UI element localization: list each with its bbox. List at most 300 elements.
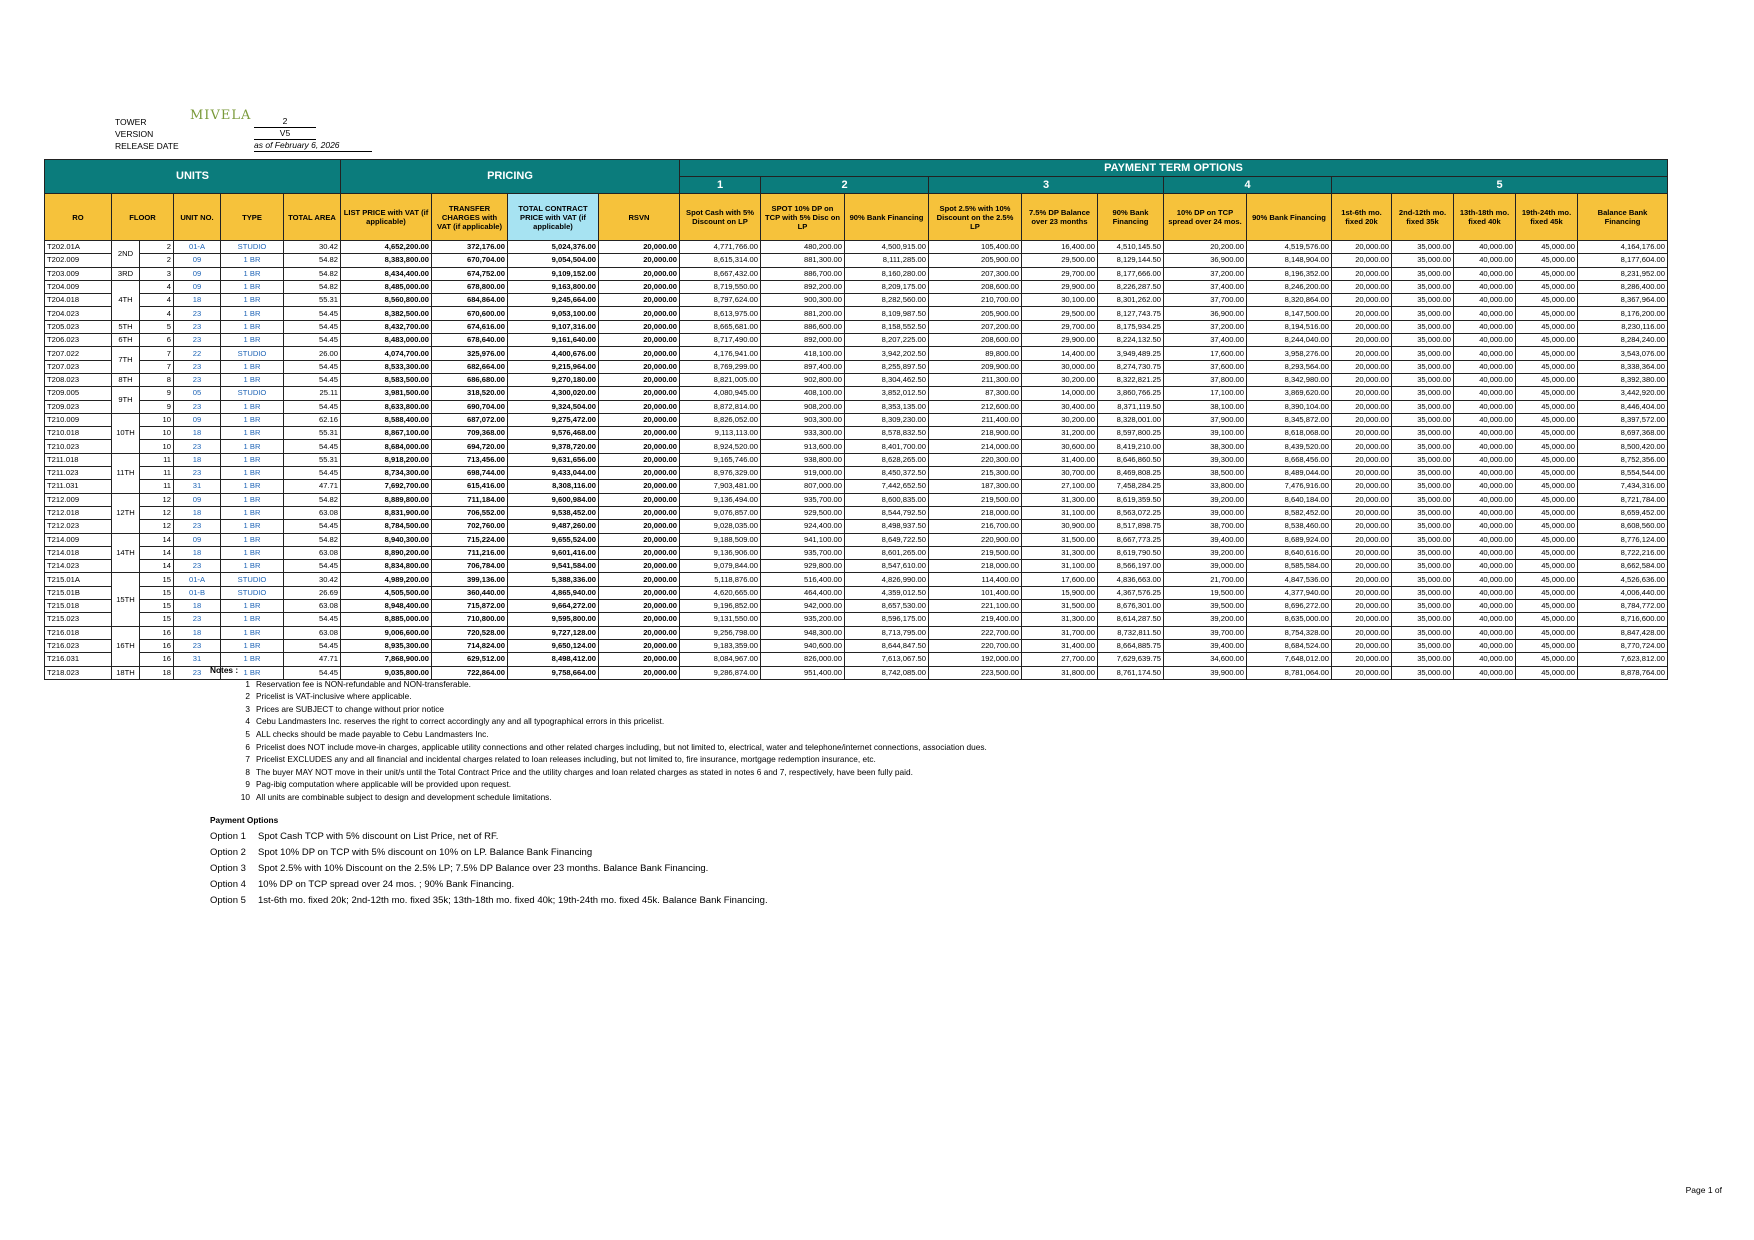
cell: 45,000.00 xyxy=(1516,334,1578,347)
cell: 4,164,176.00 xyxy=(1578,241,1668,254)
cell: 8,286,400.00 xyxy=(1578,280,1668,293)
cell: 20,000.00 xyxy=(1332,639,1392,652)
cell: 20,000.00 xyxy=(599,280,680,293)
cell: 221,100.00 xyxy=(929,600,1022,613)
cell: 20,200.00 xyxy=(1164,241,1247,254)
cell: 7 xyxy=(140,360,174,373)
cell: 8,754,328.00 xyxy=(1247,626,1332,639)
cell: 8,784,772.00 xyxy=(1578,600,1668,613)
cell: 20,000.00 xyxy=(599,413,680,426)
cell: 35,000.00 xyxy=(1392,320,1454,333)
table-row xyxy=(45,560,1668,573)
cell: 8,784,500.00 xyxy=(341,520,432,533)
cell: 54.82 xyxy=(284,493,341,506)
table-row xyxy=(45,347,1668,360)
cell: 31,400.00 xyxy=(1022,453,1098,466)
cell: 8,160,280.00 xyxy=(845,267,929,280)
cell: 30.42 xyxy=(284,241,341,254)
cell: 3,981,500.00 xyxy=(341,387,432,400)
cell: 208,600.00 xyxy=(929,280,1022,293)
cell: 4,519,576.00 xyxy=(1247,241,1332,254)
cell: 54.45 xyxy=(284,334,341,347)
cell: 211,400.00 xyxy=(929,413,1022,426)
cell: 40,000.00 xyxy=(1454,467,1516,480)
cell: 8,158,552.50 xyxy=(845,320,929,333)
col-opt5-m2-12: 2nd-12th mo. fixed 35k xyxy=(1392,194,1454,241)
cell: 6 xyxy=(140,334,174,347)
cell: 45,000.00 xyxy=(1516,600,1578,613)
cell: 8,469,808.25 xyxy=(1098,467,1164,480)
cell: 31,100.00 xyxy=(1022,506,1098,519)
cell: 101,400.00 xyxy=(929,586,1022,599)
cell: 8,320,864.00 xyxy=(1247,294,1332,307)
cell: 01-A xyxy=(174,573,221,586)
cell: 8,390,104.00 xyxy=(1247,400,1332,413)
cell: 8,196,352.00 xyxy=(1247,267,1332,280)
cell: 325,976.00 xyxy=(432,347,508,360)
cell: 54.45 xyxy=(284,400,341,413)
cell: T214.023 xyxy=(45,560,112,573)
note-item: 6 Pricelist does NOT include move-in charges, applicable utility connections and other related charges including, but not limited to, electrical, water and telephone/internet connections, association dues. xyxy=(245,741,987,752)
cell: 1 BR xyxy=(221,520,284,533)
cell: 1 BR xyxy=(221,600,284,613)
cell: 8,566,197.00 xyxy=(1098,560,1164,573)
cell: 20,000.00 xyxy=(1332,600,1392,613)
cell: 20,000.00 xyxy=(1332,254,1392,267)
cell: 23 xyxy=(174,467,221,480)
cell: T202.009 xyxy=(45,254,112,267)
floor-label: 4TH xyxy=(112,280,140,320)
col-transfer-charges: TRANSFER CHARGES with VAT (if applicable) xyxy=(432,194,508,241)
cell: 35,000.00 xyxy=(1392,453,1454,466)
cell: 20,000.00 xyxy=(599,453,680,466)
cell: 8,834,800.00 xyxy=(341,560,432,573)
cell: 9,215,964.00 xyxy=(508,360,599,373)
cell: T210.018 xyxy=(45,427,112,440)
col-opt5-balance-bank: Balance Bank Financing xyxy=(1578,194,1668,241)
cell: 31,100.00 xyxy=(1022,560,1098,573)
cell: 1 BR xyxy=(221,560,284,573)
note-item: 9 Pag-ibig computation where applicable will be provided upon request. xyxy=(245,779,512,790)
cell: 39,000.00 xyxy=(1164,506,1247,519)
cell: 4,500,915.00 xyxy=(845,241,929,254)
cell: 54.45 xyxy=(284,440,341,453)
cell: 220,900.00 xyxy=(929,533,1022,546)
cell: 20,000.00 xyxy=(1332,387,1392,400)
cell: 8,890,200.00 xyxy=(341,546,432,559)
cell: 881,200.00 xyxy=(761,307,845,320)
cell: 45,000.00 xyxy=(1516,360,1578,373)
note-item: 3 Prices are SUBJECT to change without prior notice xyxy=(245,703,444,714)
cell: T207.022 xyxy=(45,347,112,360)
cell: 20,000.00 xyxy=(1332,347,1392,360)
cell: 9,109,152.00 xyxy=(508,267,599,280)
cell: 8,633,800.00 xyxy=(341,400,432,413)
cell: 9,595,800.00 xyxy=(508,613,599,626)
cell: 35,000.00 xyxy=(1392,666,1454,679)
cell: 8,231,952.00 xyxy=(1578,267,1668,280)
cell: 8,640,616.00 xyxy=(1247,546,1332,559)
cell: 8,776,124.00 xyxy=(1578,533,1668,546)
cell: 682,664.00 xyxy=(432,360,508,373)
cell: 45,000.00 xyxy=(1516,533,1578,546)
cell: T216.023 xyxy=(45,639,112,652)
cell: 9,600,984.00 xyxy=(508,493,599,506)
cell: 40,000.00 xyxy=(1454,626,1516,639)
cell: 687,072.00 xyxy=(432,413,508,426)
cell: T211.018 xyxy=(45,453,112,466)
cell: 8,560,800.00 xyxy=(341,294,432,307)
cell: 54.45 xyxy=(284,520,341,533)
option-4-header: 4 xyxy=(1164,177,1332,194)
cell: 30,400.00 xyxy=(1022,400,1098,413)
cell: 20,000.00 xyxy=(599,427,680,440)
cell: 10 xyxy=(140,413,174,426)
release-date-label: RELEASE DATE xyxy=(115,141,179,151)
cell: 9,136,494.00 xyxy=(680,493,761,506)
cell: 31,700.00 xyxy=(1022,626,1098,639)
cell: 40,000.00 xyxy=(1454,307,1516,320)
cell: 9,378,720.00 xyxy=(508,440,599,453)
cell: 8,734,300.00 xyxy=(341,467,432,480)
cell: 9,650,124.00 xyxy=(508,639,599,652)
cell: 45,000.00 xyxy=(1516,493,1578,506)
cell: 8,274,730.75 xyxy=(1098,360,1164,373)
cell: 8,649,722.50 xyxy=(845,533,929,546)
cell: 54.45 xyxy=(284,320,341,333)
release-date-value: as of February 6, 2026 xyxy=(254,140,372,152)
cell: 8,662,584.00 xyxy=(1578,560,1668,573)
cell: 20,000.00 xyxy=(1332,334,1392,347)
cell: 924,400.00 xyxy=(761,520,845,533)
cell: 20,000.00 xyxy=(1332,320,1392,333)
cell: 40,000.00 xyxy=(1454,480,1516,493)
cell: 1 BR xyxy=(221,360,284,373)
cell: 8,713,795.00 xyxy=(845,626,929,639)
payment-options-section xyxy=(210,812,768,909)
cell: 45,000.00 xyxy=(1516,241,1578,254)
cell: 23 xyxy=(174,560,221,573)
cell: 09 xyxy=(174,493,221,506)
cell: 8,582,452.00 xyxy=(1247,506,1332,519)
cell: 1 BR xyxy=(221,427,284,440)
cell: 31,300.00 xyxy=(1022,493,1098,506)
version-label: VERSION xyxy=(115,129,154,139)
cell: 8,719,550.00 xyxy=(680,280,761,293)
cell: T214.009 xyxy=(45,533,112,546)
cell: 55.31 xyxy=(284,453,341,466)
cell: 908,200.00 xyxy=(761,400,845,413)
cell: 35,000.00 xyxy=(1392,241,1454,254)
cell: 902,800.00 xyxy=(761,373,845,386)
cell: 720,528.00 xyxy=(432,626,508,639)
cell: 7,648,012.00 xyxy=(1247,653,1332,666)
note-item: 4 Cebu Landmasters Inc. reserves the right to correct accordingly any and all typographical errors in this pricelist. xyxy=(245,716,665,727)
cell: 39,200.00 xyxy=(1164,493,1247,506)
note-item: 8 The buyer MAY NOT move in their unit/s until the Total Contract Price and the utility charges and loan related charges as stated in notes 6 and 7, respectively, have been fully paid. xyxy=(245,766,913,777)
cell: 205,900.00 xyxy=(929,307,1022,320)
cell: 8,446,404.00 xyxy=(1578,400,1668,413)
cell: 30.42 xyxy=(284,573,341,586)
cell: 615,416.00 xyxy=(432,480,508,493)
cell: 941,100.00 xyxy=(761,533,845,546)
cell: 36,900.00 xyxy=(1164,254,1247,267)
cell: 18 xyxy=(174,294,221,307)
cell: 8,635,000.00 xyxy=(1247,613,1332,626)
cell: 37,200.00 xyxy=(1164,267,1247,280)
floor-label: 6TH xyxy=(112,334,140,347)
cell: 9,196,852.00 xyxy=(680,600,761,613)
cell: T214.018 xyxy=(45,546,112,559)
note-item: 1 Reservation fee is NON-refundable and NON-transferable. xyxy=(245,678,471,689)
cell: 5,024,376.00 xyxy=(508,241,599,254)
cell: 35,000.00 xyxy=(1392,546,1454,559)
table-row xyxy=(45,307,1668,320)
cell: 1 BR xyxy=(221,307,284,320)
cell: 31,300.00 xyxy=(1022,546,1098,559)
table-row xyxy=(45,387,1668,400)
cell: 35,000.00 xyxy=(1392,586,1454,599)
cell: 09 xyxy=(174,254,221,267)
cell: 45,000.00 xyxy=(1516,639,1578,652)
cell: 20,000.00 xyxy=(599,533,680,546)
cell: 8,847,428.00 xyxy=(1578,626,1668,639)
cell: 18 xyxy=(174,626,221,639)
cell: 20,000.00 xyxy=(599,320,680,333)
cell: 63.08 xyxy=(284,506,341,519)
cell: 8,371,119.50 xyxy=(1098,400,1164,413)
cell: 8,282,560.00 xyxy=(845,294,929,307)
cell: 15 xyxy=(140,600,174,613)
cell: 7,458,284.25 xyxy=(1098,480,1164,493)
cell: 706,552.00 xyxy=(432,506,508,519)
cell: 8,597,800.25 xyxy=(1098,427,1164,440)
cell: 30,200.00 xyxy=(1022,373,1098,386)
cell: 8,533,300.00 xyxy=(341,360,432,373)
cell: 38,500.00 xyxy=(1164,467,1247,480)
floor-label: 7TH xyxy=(112,347,140,374)
cell: 8,665,681.00 xyxy=(680,320,761,333)
cell: 7,692,700.00 xyxy=(341,480,432,493)
cell: 8,578,832.50 xyxy=(845,427,929,440)
cell: 8,498,937.50 xyxy=(845,520,929,533)
cell: 8,667,432.00 xyxy=(680,267,761,280)
cell: 23 xyxy=(174,320,221,333)
cell: 9,163,800.00 xyxy=(508,280,599,293)
payment-terms-header: PAYMENT TERM OPTIONS xyxy=(680,160,1668,177)
cell: 10 xyxy=(140,427,174,440)
cell: T210.009 xyxy=(45,413,112,426)
cell: 35,000.00 xyxy=(1392,560,1454,573)
col-floor: FLOOR xyxy=(112,194,174,241)
table-row xyxy=(45,360,1668,373)
cell: 30,900.00 xyxy=(1022,520,1098,533)
cell: 4,989,200.00 xyxy=(341,573,432,586)
cell: 5 xyxy=(140,320,174,333)
cell: 20,000.00 xyxy=(599,600,680,613)
cell: 29,500.00 xyxy=(1022,307,1098,320)
cell: 54.45 xyxy=(284,307,341,320)
cell: 40,000.00 xyxy=(1454,546,1516,559)
cell: 40,000.00 xyxy=(1454,387,1516,400)
cell: 4,826,990.00 xyxy=(845,573,929,586)
cell: 9,188,509.00 xyxy=(680,533,761,546)
cell: T215.01B xyxy=(45,586,112,599)
cell: 35,000.00 xyxy=(1392,334,1454,347)
floor-label: 5TH xyxy=(112,320,140,333)
cell: 8,209,175.00 xyxy=(845,280,929,293)
cell: 40,000.00 xyxy=(1454,254,1516,267)
cell: 09 xyxy=(174,533,221,546)
cell: 464,400.00 xyxy=(761,586,845,599)
cell: 31,300.00 xyxy=(1022,613,1098,626)
cell: 20,000.00 xyxy=(599,241,680,254)
cell: 40,000.00 xyxy=(1454,360,1516,373)
cell: 399,136.00 xyxy=(432,573,508,586)
cell: 1 BR xyxy=(221,440,284,453)
cell: 8,752,356.00 xyxy=(1578,453,1668,466)
cell: 40,000.00 xyxy=(1454,573,1516,586)
cell: 715,224.00 xyxy=(432,533,508,546)
cell: 8,147,500.00 xyxy=(1247,307,1332,320)
cell: 8,716,600.00 xyxy=(1578,613,1668,626)
cell: 929,500.00 xyxy=(761,506,845,519)
cell: 8,717,490.00 xyxy=(680,334,761,347)
cell: 3 xyxy=(140,267,174,280)
cell: 40,000.00 xyxy=(1454,320,1516,333)
cell: 20,000.00 xyxy=(1332,440,1392,453)
cell: 9,076,857.00 xyxy=(680,506,761,519)
cell: 698,744.00 xyxy=(432,467,508,480)
table-row xyxy=(45,573,1668,586)
cell: 4,400,676.00 xyxy=(508,347,599,360)
cell: 4,377,940.00 xyxy=(1247,586,1332,599)
cell: 8,483,000.00 xyxy=(341,334,432,347)
cell: 8,450,372.50 xyxy=(845,467,929,480)
cell: 8,668,456.00 xyxy=(1247,453,1332,466)
cell: 37,700.00 xyxy=(1164,294,1247,307)
cell: 8,684,000.00 xyxy=(341,440,432,453)
cell: 20,000.00 xyxy=(599,347,680,360)
cell: 14,400.00 xyxy=(1022,347,1098,360)
cell: 9,655,524.00 xyxy=(508,533,599,546)
cell: 207,300.00 xyxy=(929,267,1022,280)
cell: T209.005 xyxy=(45,387,112,400)
cell: 8,544,792.50 xyxy=(845,506,929,519)
table-row xyxy=(45,493,1668,506)
cell: 8,353,135.00 xyxy=(845,400,929,413)
cell: 45,000.00 xyxy=(1516,427,1578,440)
floor-label: 8TH xyxy=(112,373,140,386)
cell: 929,800.00 xyxy=(761,560,845,573)
col-rsvn: RSVN xyxy=(599,194,680,241)
table-row xyxy=(45,241,1668,254)
cell: 8,935,300.00 xyxy=(341,639,432,652)
cell: 12 xyxy=(140,506,174,519)
cell: 54.82 xyxy=(284,280,341,293)
cell: 11 xyxy=(140,480,174,493)
cell: 8,600,835.00 xyxy=(845,493,929,506)
cell: 8,588,400.00 xyxy=(341,413,432,426)
cell: 8,619,790.50 xyxy=(1098,546,1164,559)
cell: 40,000.00 xyxy=(1454,560,1516,573)
cell: 20,000.00 xyxy=(1332,666,1392,679)
cell: 1 BR xyxy=(221,626,284,639)
cell: 54.45 xyxy=(284,360,341,373)
cell: 23 xyxy=(174,440,221,453)
cell: 9,113,113.00 xyxy=(680,427,761,440)
cell: 26.00 xyxy=(284,347,341,360)
cell: 4,080,945.00 xyxy=(680,387,761,400)
cell: 20,000.00 xyxy=(599,334,680,347)
cell: 20,000.00 xyxy=(599,653,680,666)
cell: 9,538,452.00 xyxy=(508,506,599,519)
cell: 35,000.00 xyxy=(1392,626,1454,639)
cell: 9,183,359.00 xyxy=(680,639,761,652)
cell: 35,000.00 xyxy=(1392,307,1454,320)
cell: 8,547,610.00 xyxy=(845,560,929,573)
cell: 35,000.00 xyxy=(1392,360,1454,373)
cell: 4,176,941.00 xyxy=(680,347,761,360)
cell: 8,676,301.00 xyxy=(1098,600,1164,613)
note-item: 5 ALL checks should be made payable to Cebu Landmasters Inc. xyxy=(245,728,489,739)
cell: 20,000.00 xyxy=(599,440,680,453)
cell: 938,800.00 xyxy=(761,453,845,466)
cell: 5,388,336.00 xyxy=(508,573,599,586)
cell: 18 xyxy=(174,506,221,519)
cell: 23 xyxy=(174,400,221,413)
cell: 15 xyxy=(140,613,174,626)
floor-label: 16TH xyxy=(112,626,140,666)
cell: 35,000.00 xyxy=(1392,520,1454,533)
cell: 8,255,897.50 xyxy=(845,360,929,373)
cell: 1 BR xyxy=(221,413,284,426)
option-5-header: 5 xyxy=(1332,177,1668,194)
option-3-header: 3 xyxy=(929,177,1164,194)
table-row xyxy=(45,373,1668,386)
option-1-header: 1 xyxy=(680,177,761,194)
table-row xyxy=(45,427,1668,440)
cell: 8,392,380.00 xyxy=(1578,373,1668,386)
cell: 4,865,940.00 xyxy=(508,586,599,599)
cell: 45,000.00 xyxy=(1516,666,1578,679)
cell: 209,900.00 xyxy=(929,360,1022,373)
cell: 20,000.00 xyxy=(599,467,680,480)
cell: 45,000.00 xyxy=(1516,506,1578,519)
note-item: 2 Pricelist is VAT-inclusive where applicable. xyxy=(245,691,412,702)
cell: 40,000.00 xyxy=(1454,613,1516,626)
payment-option: Option 5 1st-6th mo. fixed 20k; 2nd-12th mo. fixed 35k; 13th-18th mo. fixed 40k; 19th-24th mo. fixed 45k. Balance Bank Financing. xyxy=(210,895,768,906)
cell: 20,000.00 xyxy=(1332,506,1392,519)
cell: 886,600.00 xyxy=(761,320,845,333)
floor-label: 14TH xyxy=(112,533,140,573)
cell: 8,664,885.75 xyxy=(1098,639,1164,652)
cell: 45,000.00 xyxy=(1516,467,1578,480)
price-list-body xyxy=(45,241,1668,680)
col-opt3-bank: 90% Bank Financing xyxy=(1098,194,1164,241)
cell: 7,903,481.00 xyxy=(680,480,761,493)
cell: 219,500.00 xyxy=(929,493,1022,506)
cell: 8,667,773.25 xyxy=(1098,533,1164,546)
cell: 20,000.00 xyxy=(599,666,680,679)
cell: 711,216.00 xyxy=(432,546,508,559)
cell: 23 xyxy=(174,307,221,320)
cell: 31,500.00 xyxy=(1022,600,1098,613)
cell: 219,400.00 xyxy=(929,613,1022,626)
cell: 8,554,544.00 xyxy=(1578,467,1668,480)
cell: 8,644,847.50 xyxy=(845,639,929,652)
cell: 8,293,564.00 xyxy=(1247,360,1332,373)
